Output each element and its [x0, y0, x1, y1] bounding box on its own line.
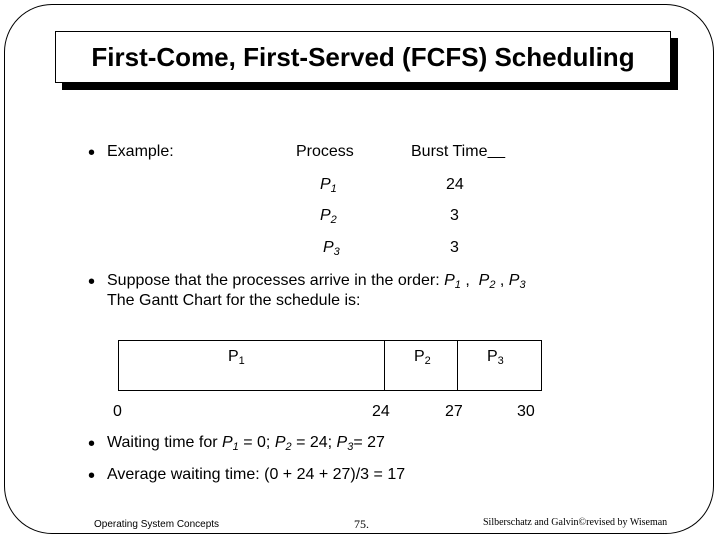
process-p3: $P_3$: [323, 239, 340, 258]
bullet-icon: •: [88, 271, 96, 293]
bullet-icon: •: [88, 142, 96, 164]
footer-course: Operating System Concepts: [94, 519, 220, 530]
footer-page-number: 75.: [354, 517, 369, 531]
process-p2: $P_2$: [320, 207, 337, 226]
burst-column-header: Burst Time: [411, 143, 488, 160]
bullet-icon: •: [88, 465, 96, 487]
average-waiting-text: Average waiting time: (0 + 24 + 27)/3 = 17: [107, 466, 406, 483]
slide-title-text: First-Come, First-Served (FCFS) Scheduling: [91, 41, 635, 72]
process-p1: $P_1$: [320, 176, 337, 195]
gantt-divider: [118, 340, 119, 391]
gantt-divider: [541, 340, 542, 391]
gantt-segment-p1: $P_1$: [228, 348, 245, 367]
arrival-order-text: Suppose that the processes arrive in the order: $P_1$ , $P_2$ , $P_3$: [107, 272, 526, 291]
gantt-tick-24: 24: [372, 403, 390, 420]
burst-p2: 3: [450, 207, 459, 224]
burst-p3: 3: [450, 239, 459, 256]
gantt-bottom-border: [118, 390, 542, 391]
waiting-time-text: Waiting time for $P_1 = 0$; $P_2 = 24$; $P_3= 27$: [107, 434, 385, 453]
gantt-segment-p2: $P_2$: [414, 348, 431, 367]
gantt-tick-27: 27: [445, 403, 463, 420]
gantt-tick-30: 30: [517, 403, 535, 420]
footer-credit: Silberschatz and Galvin©revised by Wiseman: [483, 517, 668, 528]
gantt-top-border: [118, 340, 542, 341]
gantt-divider: [457, 340, 458, 391]
gantt-tick-0: 0: [113, 403, 122, 420]
example-label: Example:: [107, 143, 174, 160]
burst-p1: 24: [446, 176, 464, 193]
gantt-intro-text: The Gantt Chart for the schedule is:: [107, 292, 361, 309]
bullet-icon: •: [88, 433, 96, 455]
process-column-header: Process: [296, 143, 354, 160]
slide-title: [55, 31, 671, 83]
gantt-segment-p3: $P_3$: [487, 348, 504, 367]
gantt-divider: [384, 340, 385, 391]
